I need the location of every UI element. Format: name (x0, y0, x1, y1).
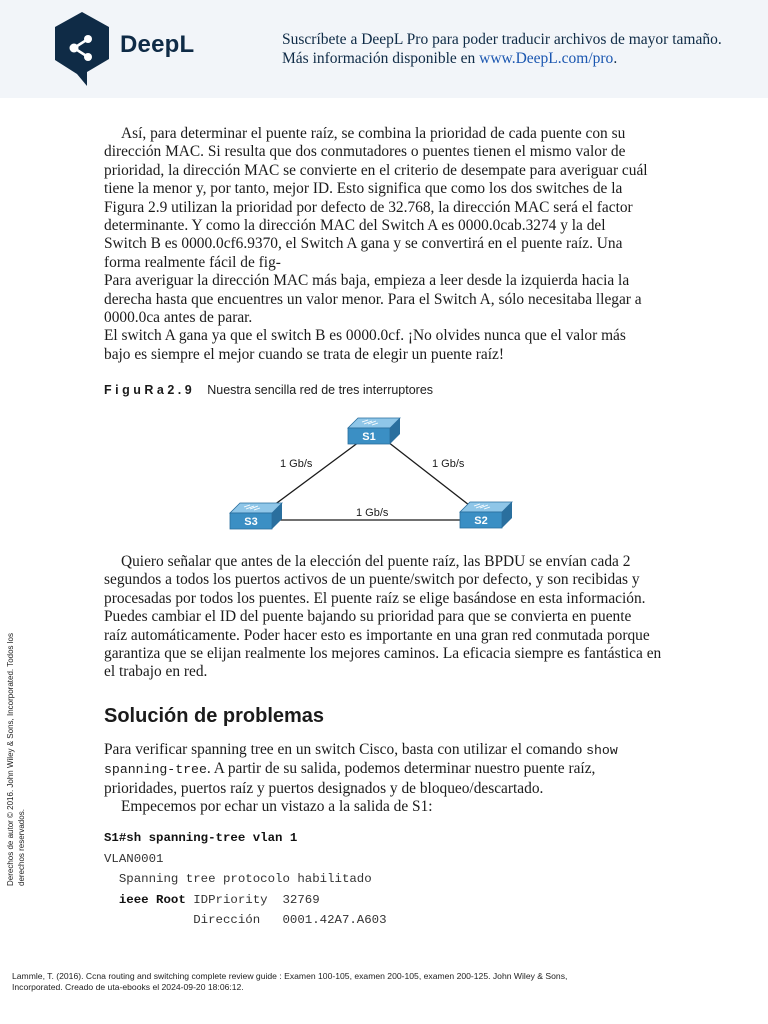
text-line: el trabajo en red. (104, 663, 208, 681)
citation-line-2: Incorporated. Creado de uta-ebooks el 2024-09-20 18:06:12. (12, 982, 244, 992)
text-line: raíz automáticamente. Poder hacer esto es importante en una gran red conmutada porque (104, 626, 650, 644)
three-switch-network-diagram (226, 412, 518, 536)
text-fragment: Para verificar spanning tree en un switch Cisco, basta con utilizar el comando (104, 741, 587, 758)
text-line: Quiero señalar que antes de la elección del puente raíz, las BPDU se envían cada 2 (121, 553, 631, 570)
deepl-brand-name: DeepL (120, 31, 195, 58)
figure-caption-text: Nuestra sencilla red de tres interruptores (207, 383, 434, 397)
text-line (104, 760, 654, 779)
deepl-promo-text (282, 30, 752, 68)
text-line: Para averiguar la dirección MAC más baja, empieza a leer desde la izquierda hacia la (104, 272, 630, 290)
text-line: Puedes cambiar el ID del puente bajando su prioridad para que se convierta en puente (104, 608, 632, 626)
figure-caption (104, 383, 433, 397)
text-line: forma realmente fácil de fig- (104, 253, 281, 271)
paragraph-bpdu (104, 553, 662, 682)
inline-code: show (586, 743, 618, 758)
code-line (104, 890, 387, 911)
code-bold-fragment: ieee Root (104, 892, 186, 907)
text-line: dirección MAC. Si resulta que dos conmutadores o puentes tienen el mismo valor de (104, 143, 626, 161)
copyright-sidebar (6, 586, 27, 886)
promo-line-2-prefix: Más información disponible en (282, 50, 480, 67)
text-line (104, 741, 654, 760)
text-line: El switch A gana ya que el switch B es 0000.0cf. ¡No olvides nunca que el valor más (104, 327, 626, 345)
text-line: Switch B es 0000.0cf6.9370, el Switch A gana y se convertirá en el puente raíz. Una (104, 235, 623, 253)
switch-s2-icon (460, 502, 512, 528)
promo-line-2 (282, 49, 752, 68)
citation-line-1: Lammle, T. (2016). Ccna routing and switching complete review guide : Examen 100-105, examen 200-105, examen 200-125. John Wiley & Sons, (12, 971, 568, 981)
text-line: procesadas por todos los puentes. El puente raíz se elige basándose en esta información. (104, 589, 646, 607)
figure-label: FiguRa2.9 (104, 383, 196, 397)
deepl-logo-icon (53, 12, 111, 86)
copyright-line-1: Derechos de autor © 2016. John Wiley & Sons, Incorporated. Todos los (6, 633, 15, 886)
text-line: prioridad, la dirección MAC se convierte en el criterio de desempate para averiguar cuál (104, 161, 648, 179)
text-line: derecha hasta que encuentres un valor menor. Para el Switch A, sólo necesitaba llegar a (104, 290, 642, 308)
link-label-s1-s3: 1 Gb/s (280, 458, 313, 470)
code-command: S1#sh spanning-tree vlan 1 (104, 831, 298, 845)
paragraph-troubleshooting (104, 741, 654, 817)
code-line: Dirección 0001.42A7.A603 (104, 913, 387, 927)
text-line: 0000.0ca antes de parar. (104, 309, 253, 327)
switch-s3-label: S3 (244, 516, 258, 528)
code-fragment: IDPriority 32769 (185, 892, 320, 907)
link-label-s1-s2: 1 Gb/s (432, 458, 465, 470)
switch-s2-label: S2 (474, 515, 488, 527)
section-heading: Solución de problemas (104, 705, 325, 727)
link-label-s3-s2: 1 Gb/s (356, 507, 389, 519)
promo-line-2-suffix: . (613, 50, 618, 67)
switch-s1-icon (348, 418, 400, 444)
text-line: garantiza que se elijan realmente los mejores caminos. La eficacia siempre es fantástica en (104, 645, 662, 663)
deepl-pro-link[interactable]: www.DeepL.com/pro (479, 50, 614, 67)
code-line (104, 828, 387, 849)
text-line: bajo es siempre el mejor cuando se trata de elegir un puente raíz! (104, 345, 504, 363)
text-line: Así, para determinar el puente raíz, se combina la prioridad de cada puente con su (121, 125, 626, 142)
cli-output-block (104, 828, 387, 931)
text-line: Empecemos por echar un vistazo a la salida de S1: (121, 798, 433, 816)
switch-s1-label: S1 (362, 431, 376, 443)
code-line: VLAN0001 (104, 851, 164, 866)
citation-footer (12, 971, 752, 993)
text-line: prioridades, puertos raíz y puertos designados y de bloqueo/descartado. (104, 779, 544, 797)
link-s1-s2 (388, 442, 478, 512)
copyright-line-2: derechos reservados. (16, 809, 26, 886)
text-line: tiene la menor y, por tanto, mejor ID. Esto significa que como los dos switches de la (104, 180, 623, 198)
inline-code: spanning-tree (104, 762, 207, 778)
text-line: determinante. Y como la dirección MAC del Switch A es 0000.0cab.3274 y la del (104, 217, 606, 235)
text-line: segundos a todos los puertos activos de un puente/switch por defecto, y son recibidas y (104, 571, 640, 589)
deepl-banner (0, 0, 768, 98)
promo-line-1: Suscríbete a DeepL Pro para poder traducir archivos de mayor tamaño. (282, 31, 722, 48)
text-line: Figura 2.9 utilizan la prioridad por defecto de 32.768, la dirección MAC será el factor (104, 198, 633, 216)
code-line: Spanning tree protocolo habilitado (104, 872, 372, 886)
text-fragment: . A partir de su salida, podemos determinar nuestro puente raíz, (206, 760, 596, 778)
switch-s3-icon (230, 503, 282, 529)
paragraph-root-bridge (104, 125, 654, 364)
